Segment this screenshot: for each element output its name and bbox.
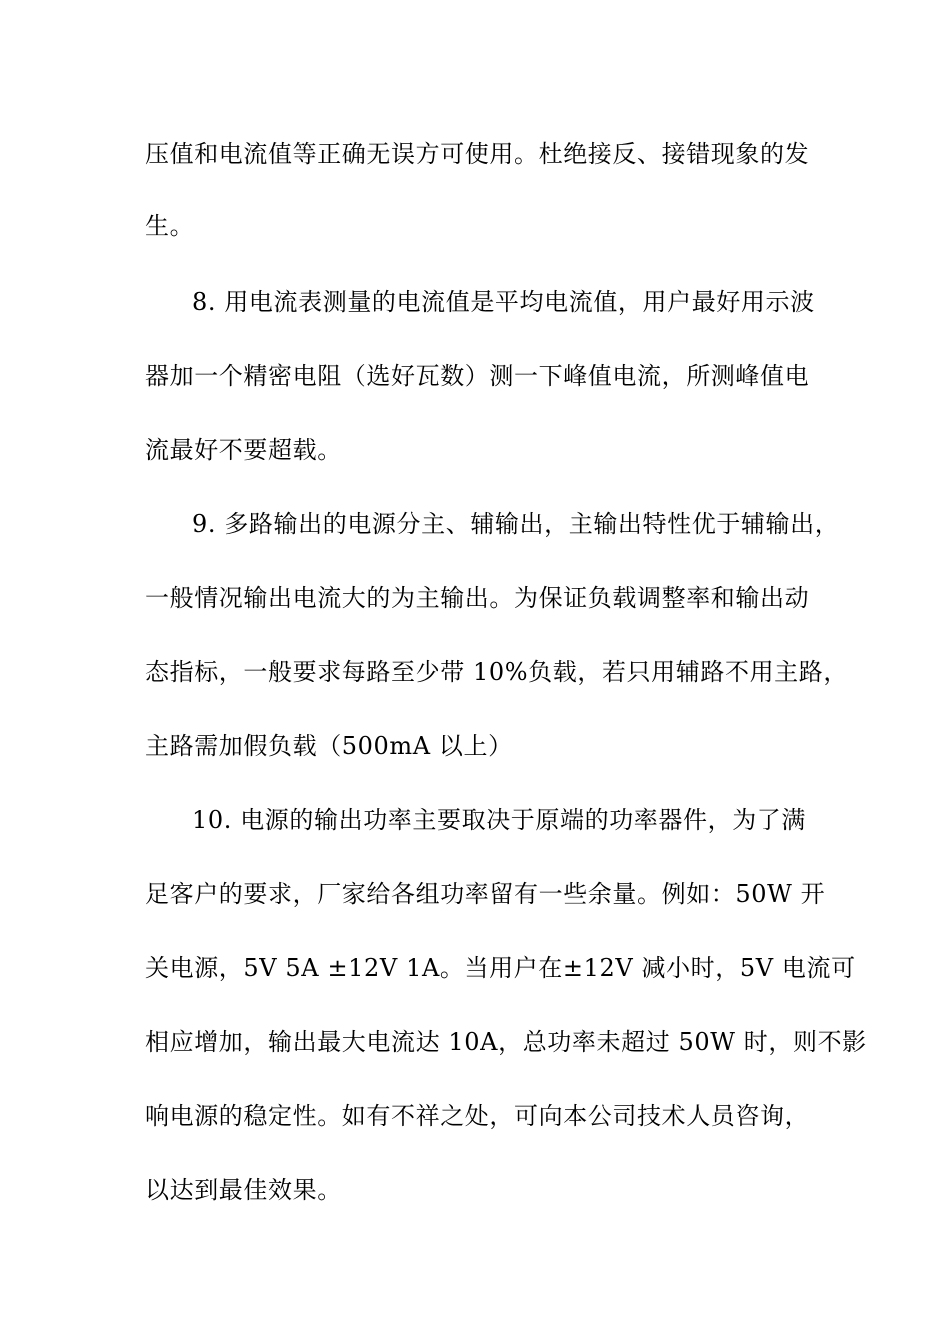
paragraph-9-line-1: 9. 多路输出的电源分主、辅输出，主输出特性优于辅输出， — [192, 510, 840, 538]
text-line: 器加一个精密电阻（选好瓦数）测一下峰值电流，所测峰值电 — [145, 362, 810, 390]
text-line: 关电源，5V 5A ±12V 1A。当用户在±12V 减小时，5V 电流可 — [145, 954, 856, 982]
paragraph-8-line-1: 8. 用电流表测量的电流值是平均电流值，用户最好用示波 — [192, 288, 815, 316]
text-line: 相应增加，输出最大电流达 10A，总功率未超过 50W 时，则不影 — [145, 1028, 867, 1056]
text-line: 流最好不要超载。 — [145, 436, 342, 464]
paragraph-10-line-1: 10. 电源的输出功率主要取决于原端的功率器件，为了满 — [192, 806, 806, 834]
text-line: 响电源的稳定性。如有不祥之处，可向本公司技术人员咨询， — [145, 1102, 810, 1130]
text-line: 主路需加假负载（500mA 以上） — [145, 732, 513, 760]
text-line: 足客户的要求，厂家给各组功率留有一些余量。例如：50W 开 — [145, 880, 826, 908]
text-line: 以达到最佳效果。 — [145, 1176, 342, 1204]
text-line: 一般情况输出电流大的为主输出。为保证负载调整率和输出动 — [145, 584, 810, 612]
text-line: 态指标，一般要求每路至少带 10%负载，若只用辅路不用主路， — [145, 658, 848, 686]
text-line: 生。 — [145, 212, 195, 240]
text-line: 压值和电流值等正确无误方可使用。杜绝接反、接错现象的发 — [145, 140, 810, 168]
